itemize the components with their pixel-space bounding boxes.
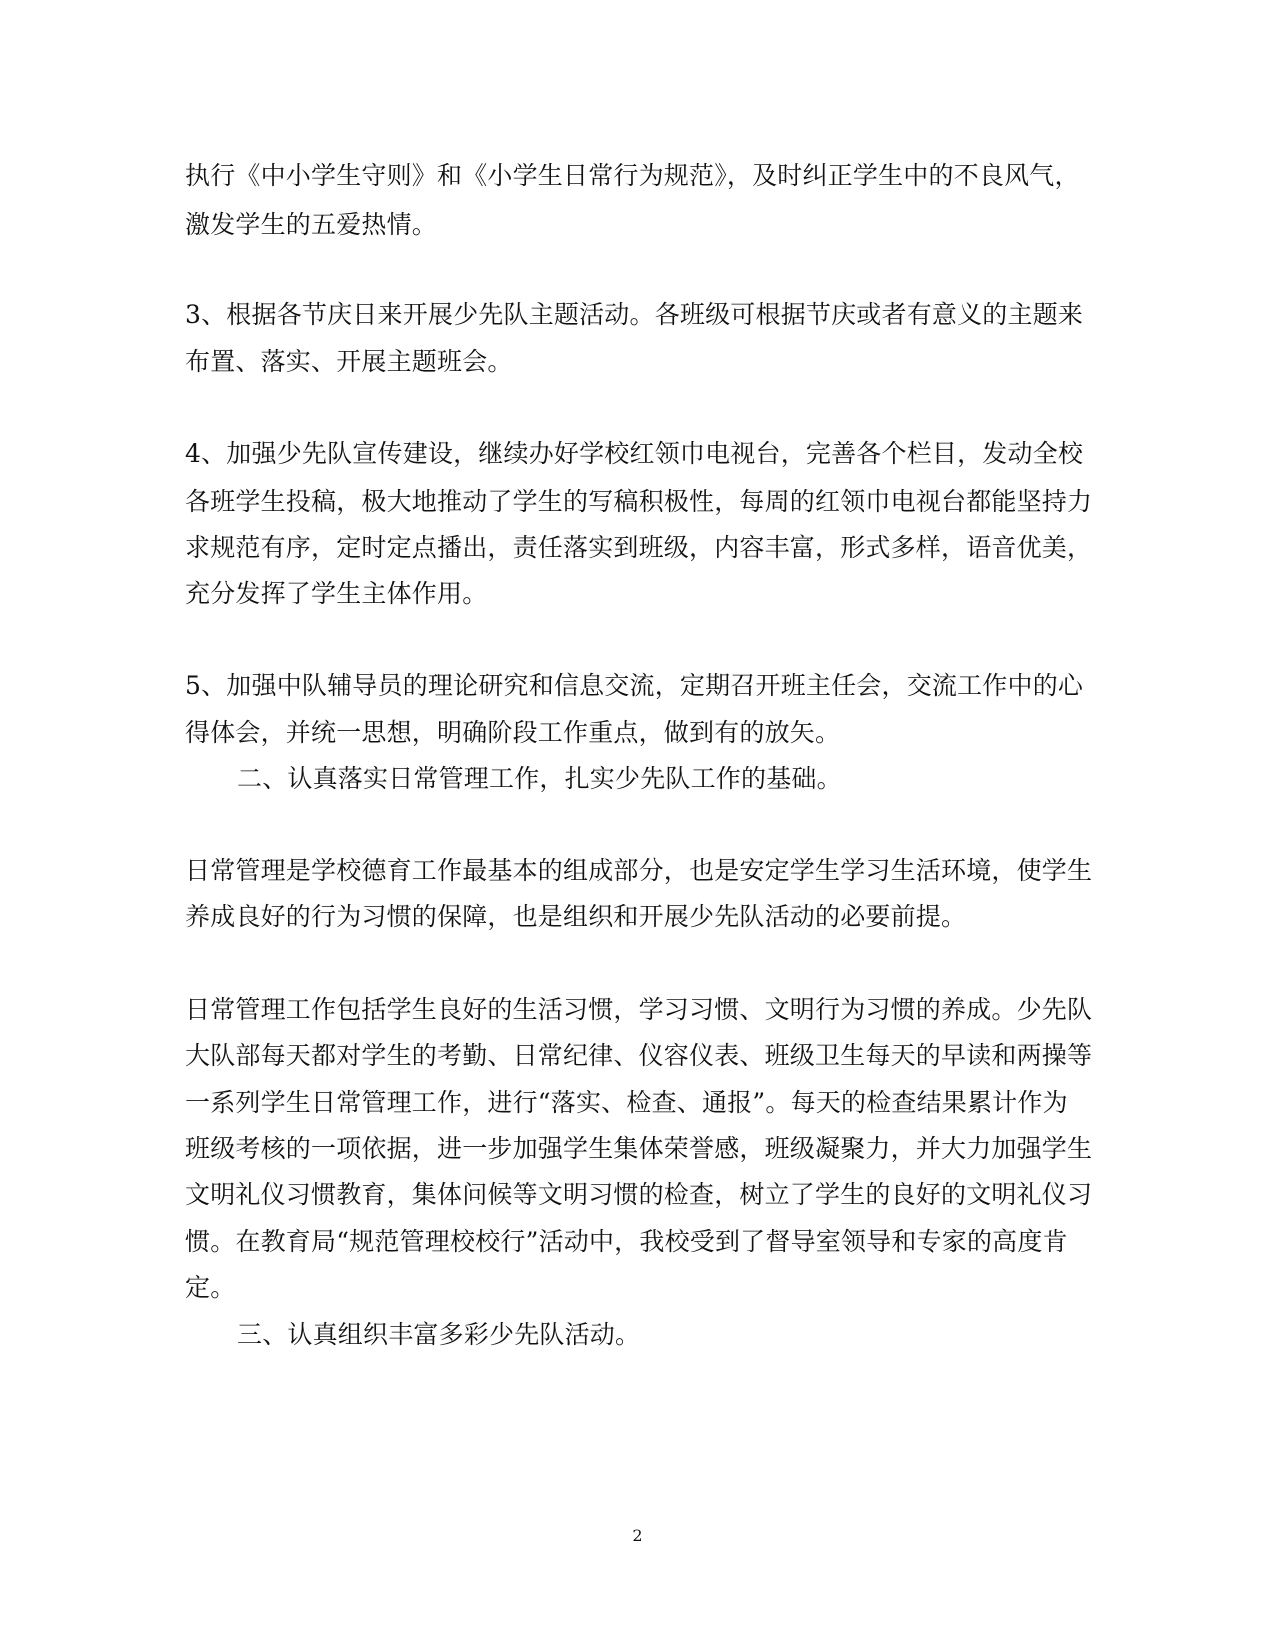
text-line: 惯。在教育局“规范管理校校行”活动中，我校受到了督导室领导和专家的高度肯 bbox=[185, 1227, 1068, 1256]
text-line: 日常管理是学校德育工作最基本的组成部分，也是安定学生学习生活环境，使学生 bbox=[185, 856, 1093, 885]
text-line: 4、加强少先队宣传建设，继续办好学校红领巾电视台，完善各个栏目，发动全校 bbox=[185, 439, 1084, 468]
text-line: 日常管理工作包括学生良好的生活习惯，学习习惯、文明行为习惯的养成。少先队 bbox=[185, 995, 1093, 1024]
text-line: 各班学生投稿，极大地推动了学生的写稿积极性，每周的红领巾电视台都能坚持力 bbox=[185, 487, 1093, 516]
section-heading: 三、认真组织丰富多彩少先队活动。 bbox=[237, 1320, 641, 1349]
text-line: 班级考核的一项依据，进一步加强学生集体荣誉感，班级凝聚力，并大力加强学生 bbox=[185, 1134, 1093, 1163]
text-line: 求规范有序，定时定点播出，责任落实到班级，内容丰富，形式多样，语音优美， bbox=[185, 533, 1093, 562]
text-line: 充分发挥了学生主体作用。 bbox=[185, 579, 488, 608]
text-line: 定。 bbox=[185, 1273, 236, 1302]
text-line: 激发学生的五爱热情。 bbox=[185, 210, 438, 239]
section-heading: 二、认真落实日常管理工作，扎实少先队工作的基础。 bbox=[237, 764, 842, 793]
text-line: 大队部每天都对学生的考勤、日常纪律、仪容仪表、班级卫生每天的早读和两操等 bbox=[185, 1041, 1093, 1070]
text-line: 文明礼仪习惯教育，集体问候等文明习惯的检查，树立了学生的良好的文明礼仪习 bbox=[185, 1180, 1093, 1209]
text-line: 一系列学生日常管理工作，进行“落实、检查、通报”。每天的检查结果累计作为 bbox=[185, 1088, 1068, 1117]
text-line: 执行《中小学生守则》和《小学生日常行为规范》，及时纠正学生中的不良风气， bbox=[185, 161, 1080, 190]
text-line: 3、根据各节庆日来开展少先队主题活动。各班级可根据节庆或者有意义的主题来 bbox=[185, 300, 1084, 329]
text-line: 5、加强中队辅导员的理论研究和信息交流，定期召开班主任会，交流工作中的心 bbox=[185, 671, 1084, 700]
text-line: 养成良好的行为习惯的保障，也是组织和开展少先队活动的必要前提。 bbox=[185, 902, 967, 931]
text-line: 布置、落实、开展主题班会。 bbox=[185, 347, 513, 376]
page-number: 2 bbox=[632, 1526, 643, 1545]
text-line: 得体会，并统一思想，明确阶段工作重点，做到有的放矢。 bbox=[185, 718, 841, 747]
